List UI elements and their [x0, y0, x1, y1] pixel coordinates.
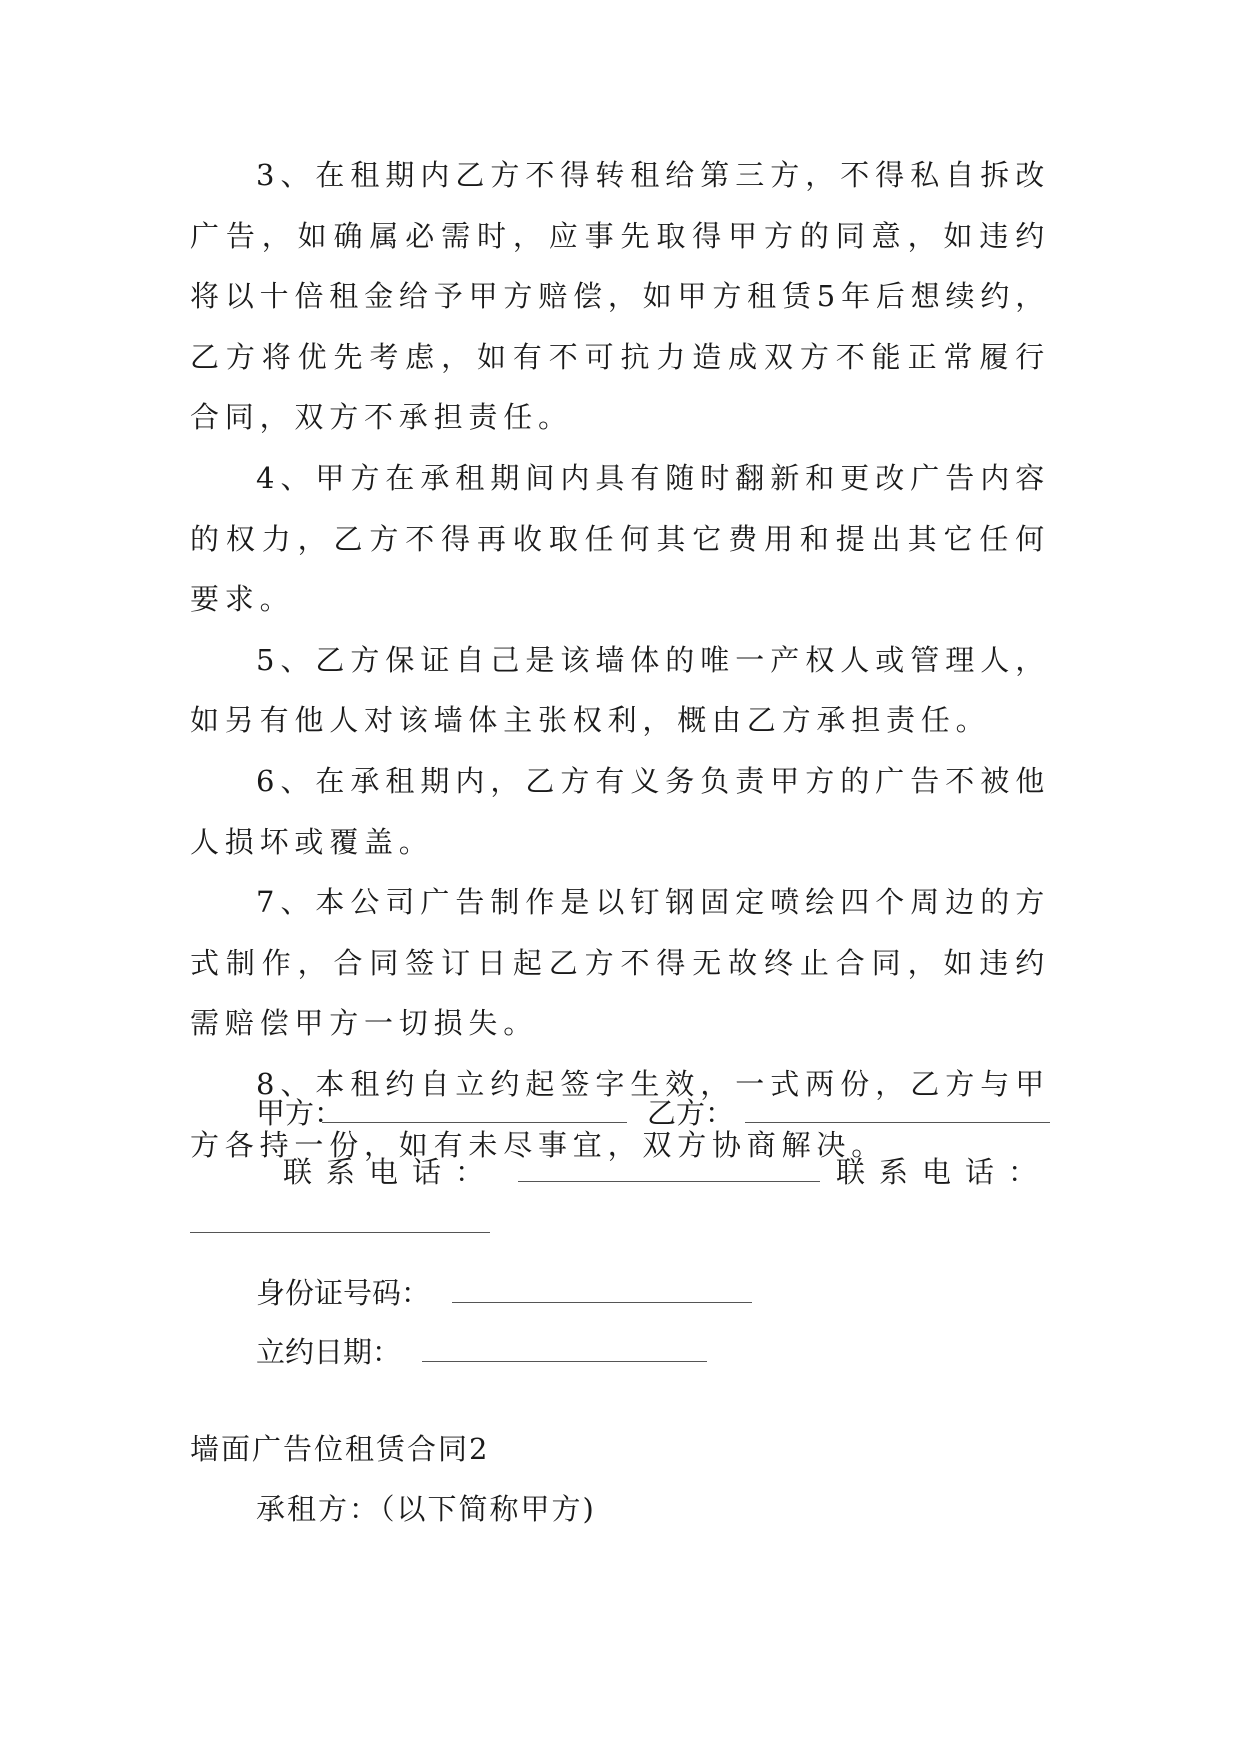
date-blank[interactable] — [422, 1322, 707, 1383]
lessee-line: 承租方：（以下简称甲方) — [256, 1492, 596, 1526]
clause-7: 7、本公司广告制作是以钉钢固定喷绘四个周边的方式制作，合同签订日起乙方不得无故终止合同，如违约需赔偿甲方一切损失。 — [190, 885, 1050, 1041]
date-label: 立约日期： — [256, 1335, 402, 1369]
party-a-blank[interactable] — [322, 1083, 627, 1144]
id-label: 身份证号码： — [256, 1276, 431, 1310]
party-a-phone-label: 联系电话： — [283, 1155, 499, 1189]
party-b-blank[interactable] — [745, 1083, 1050, 1144]
party-b-label: 乙方： — [647, 1096, 735, 1130]
id-line — [190, 1263, 1050, 1322]
phone-continuation-line — [190, 1201, 1050, 1263]
date-line — [190, 1322, 1050, 1381]
party-b-phone-label: 联系电话： — [836, 1155, 1052, 1189]
id-blank[interactable] — [452, 1263, 752, 1324]
parties-line — [190, 1083, 1050, 1142]
clause-8: 8、本租约自立约起签字生效，一式两份，乙方与甲方各持一份，如有未尽事宜，双方协商解决。 — [190, 1066, 1050, 1162]
clause-6: 6、在承租期内，乙方有义务负责甲方的广告不被他人损坏或覆盖。 — [190, 763, 1050, 859]
signature-block — [190, 1083, 1050, 1381]
party-b-phone-blank[interactable] — [190, 1193, 490, 1254]
clause-5: 5、乙方保证自己是该墙体的唯一产权人或管理人，如另有他人对该墙体主张权利，概由乙方承担责任。 — [190, 642, 1050, 738]
contract-2-title: 墙面广告位租赁合同2 — [190, 1432, 490, 1466]
clause-3: 3、在租期内乙方不得转租给第三方，不得私自拆改广告，如确属必需时，应事先取得甲方的同意，如违约将以十倍租金给予甲方赔偿，如甲方租赁5年后想续约，乙方将优先考虑，如有不可抗力造成双方不能正常履行合同，双方不承担责任。 — [190, 158, 1050, 435]
clauses — [190, 145, 1050, 1175]
party-a-phone-blank[interactable] — [518, 1142, 820, 1203]
party-a-label: 甲方： — [256, 1096, 344, 1130]
clause-4: 4、甲方在承租期间内具有随时翻新和更改广告内容的权力，乙方不得再收取任何其它费用和提出其它任何要求。 — [190, 460, 1050, 617]
